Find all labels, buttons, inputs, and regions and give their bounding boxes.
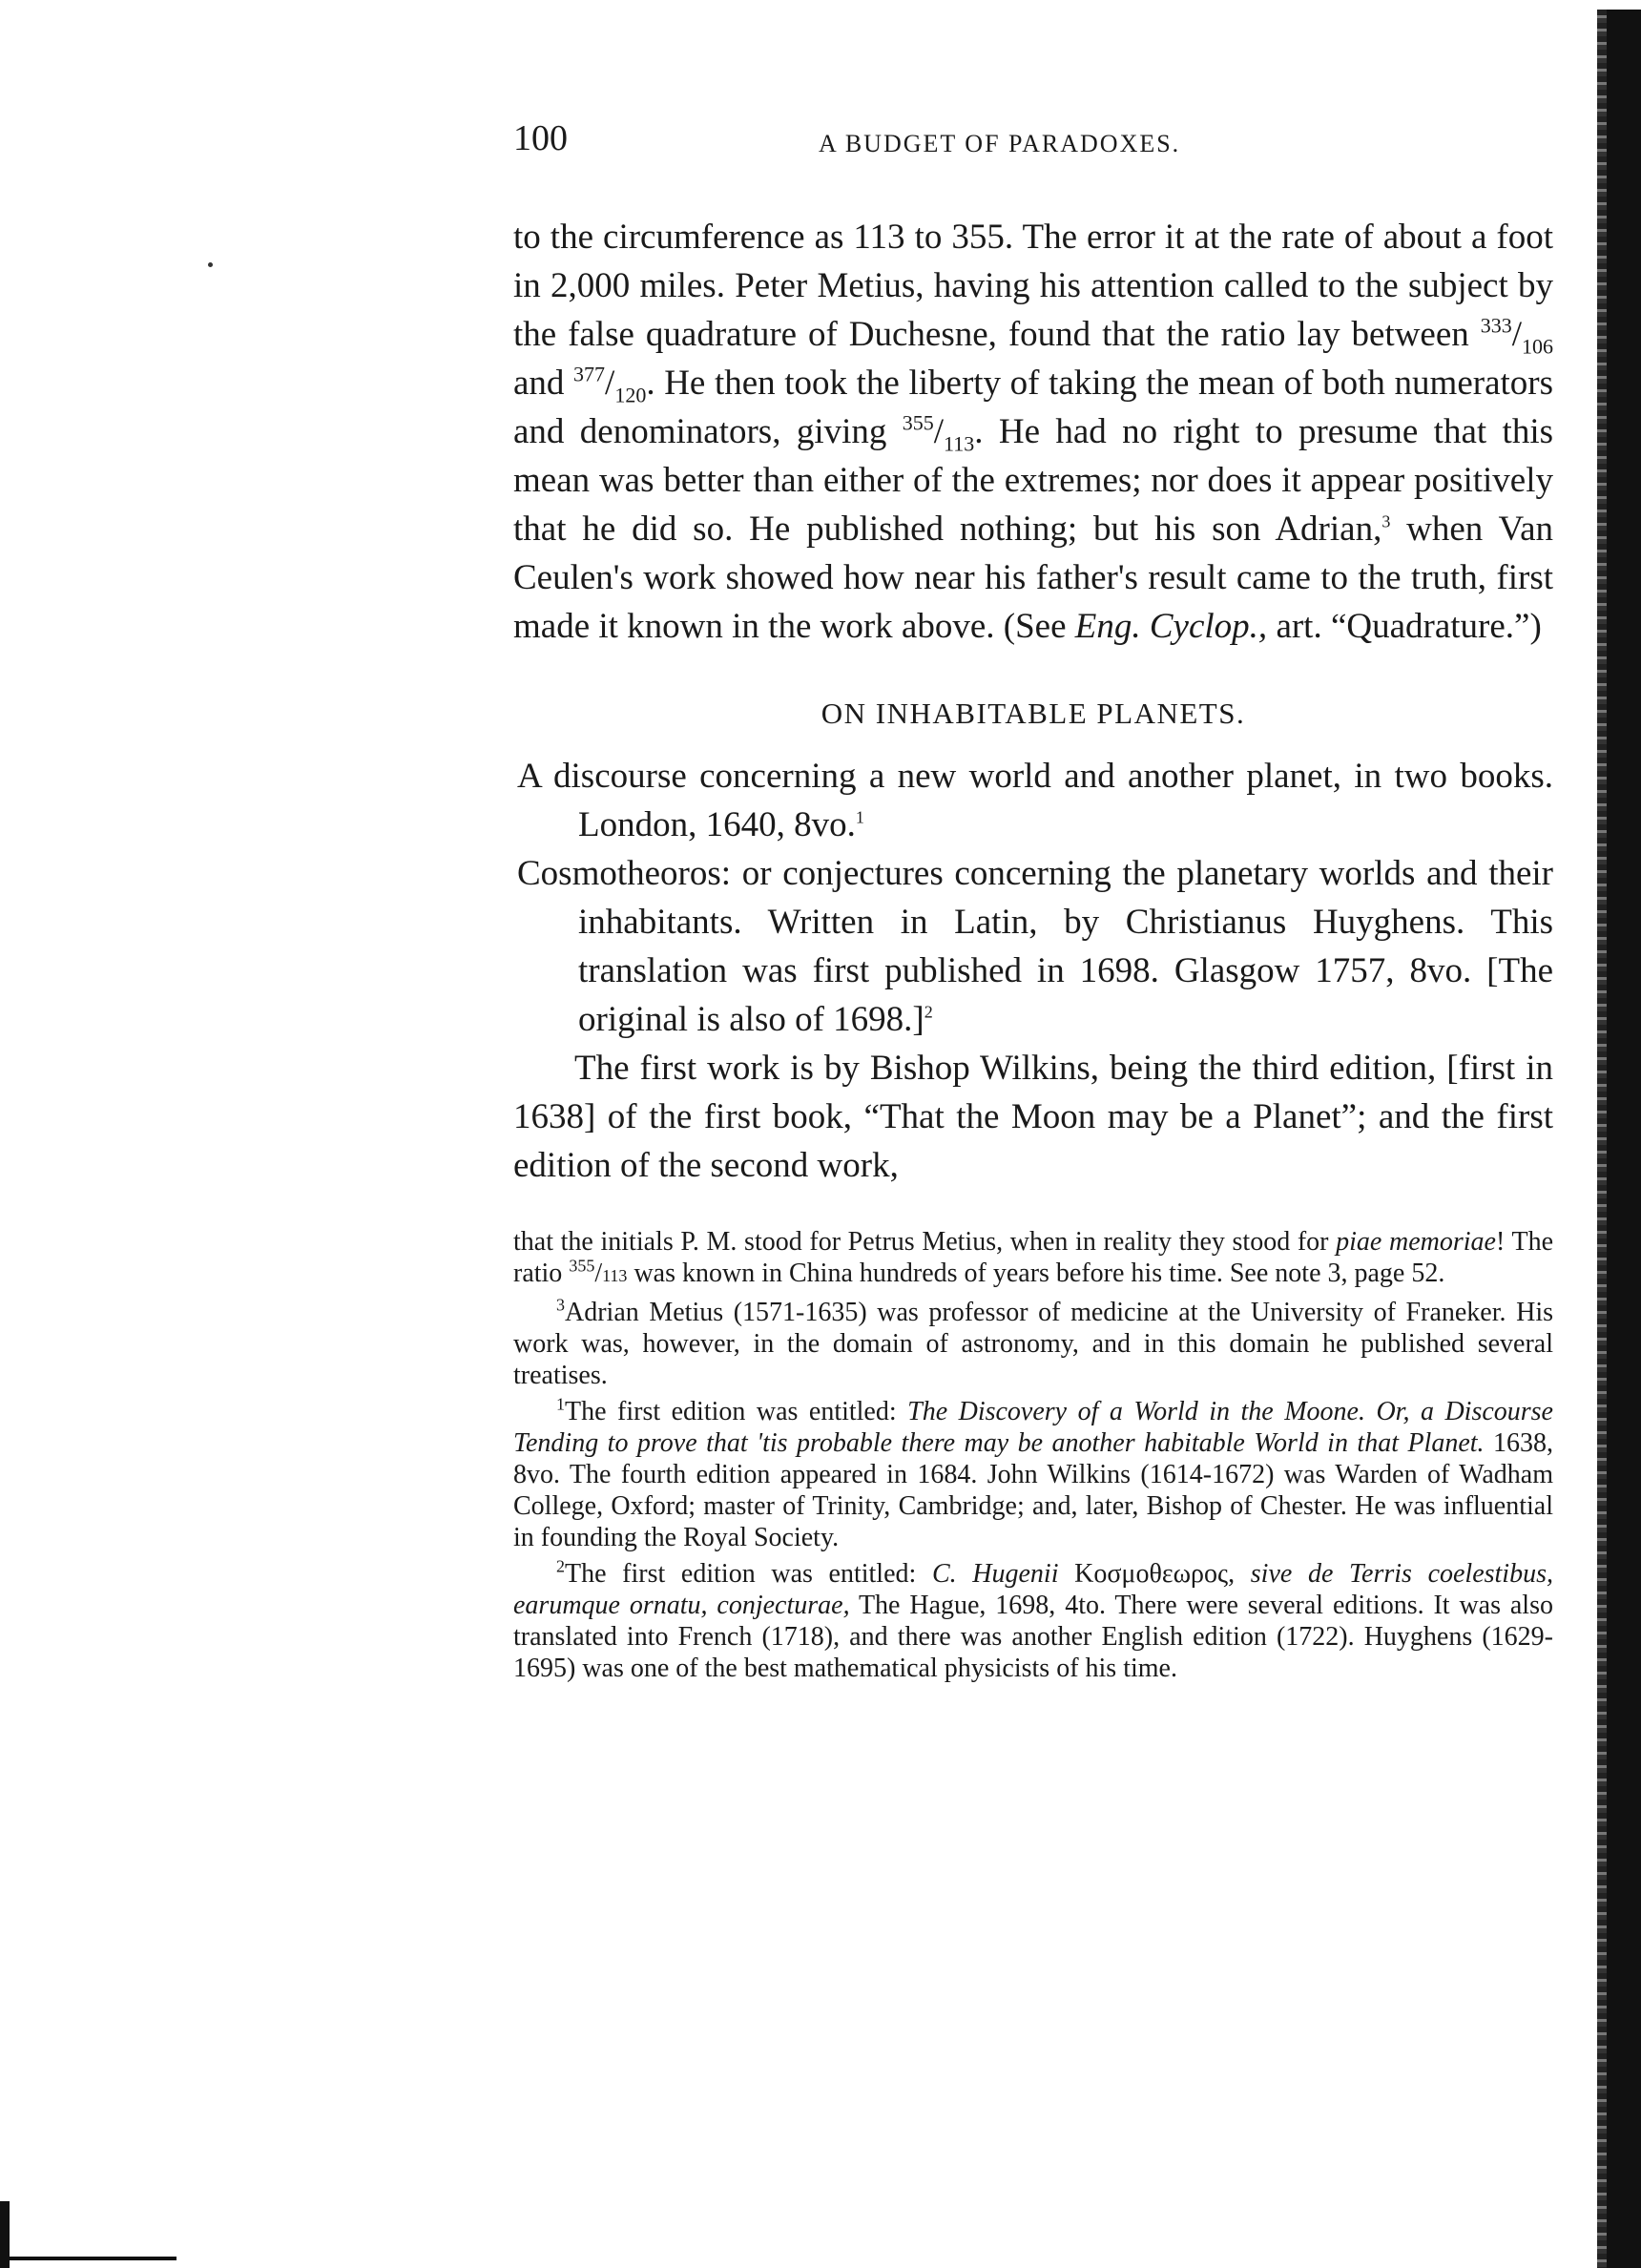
fraction-numerator: 377 [573,362,606,386]
italic-text: C. Hugenii [931,1559,1059,1589]
page-number: 100 [513,118,568,158]
reference-title: Eng. Cyclop., [1074,607,1268,646]
fraction-slash: / [1511,315,1522,354]
fraction-numerator: 355 [569,1256,595,1276]
page-header [513,110,1553,167]
bibliography-entry [513,752,1553,849]
paragraph-wilkins: The first work is by Bishop Wilkins, being the third edition, [first in 1638] of the first book, “That the Moon may be a Planet”; and the first edition of the second work, [513,1049,1553,1185]
bibliography-list [513,752,1553,1044]
italic-text: sive de Terris coelestibus, earumque ornatu, conjecturae, [513,1559,1553,1620]
footnote-ref: 3 [1381,511,1391,531]
text-run: 1638, 8vo. The fourth edition appeared in 1684. John Wilkins (1614-1672) was Warden of Wadham College, Oxford; master of Trinity, Cambridge; and, later, Bishop of Chester. He was influential in founding the Royal Society. [513,1428,1554,1552]
fraction-slash: / [594,1259,603,1288]
fraction-numerator: 355 [902,410,934,435]
fraction-slash: / [605,364,615,403]
footnote-ref: 2 [924,1002,933,1022]
footnote-3 [513,1297,1553,1391]
text-run: ! The ratio [513,1227,1554,1288]
text-run: . He then took the liberty of taking the mean of both numerators and denominators, giving [513,364,1553,451]
text-run: The first edition was entitled: [565,1559,932,1589]
footnotes [513,1226,1553,1684]
entry-text: Cosmotheoros: or conjectures concerning the planetary worlds and their inhabitants. Written in Latin, by Christianus Huyghens. This translation was first published in 1698. Glasgow 1757, 8vo. [The original is also of 1698.] [517,854,1553,1039]
scan-corner-line [0,2257,177,2260]
main-text [513,213,1553,1190]
section-heading: ON INHABITABLE PLANETS. [820,697,1246,730]
text-run: The Hague, 1698, 4to. There were several editions. It was also translated into French (1718), and there was another English edition (1722). Huyghens (1629-1695) was one of the best mathematical physicists of his time. [513,1591,1553,1683]
bibliography-entry [513,849,1553,1044]
italic-text: piae memoriae [1336,1227,1496,1257]
book-page [513,110,1553,1684]
running-title: A BUDGET OF PARADOXES. [819,130,1181,157]
text-run: was known in China hundreds of years before his time. See note 3, page 52. [627,1259,1445,1288]
fraction-denominator: 120 [614,383,647,407]
text-run: to the circumference as 113 to 355. The error it at the rate of about a foot in 2,000 miles. Peter Metius, having his attention called to the subject by the false quadrature of Duchesne, found that the ratio lay between [513,218,1553,354]
page-edge-shadow [1605,10,1641,2268]
text-run: when Van Ceulen's work showed how near his father's result came to the truth, first made it known in the work above. (See [513,510,1554,646]
greek-text: Κοσμοθεωρος, [1058,1559,1251,1589]
fraction-slash: / [933,412,945,451]
footnote-1 [513,1396,1553,1553]
footnote-2 [513,1558,1553,1684]
fraction-denominator: 106 [1522,334,1553,359]
entry-text: A discourse concerning a new world and another planet, in two books. London, 1640, 8vo. [517,757,1553,844]
fraction-numerator: 333 [1480,313,1512,338]
footnote-mark: 3 [556,1295,565,1315]
footnote-mark: 2 [556,1556,565,1576]
fraction-denominator: 113 [602,1266,628,1285]
text-run: . He had no right to presume that this mean was better than either of the extremes; nor does it appear positively that he did so. He published nothing; but his son Adrian, [513,412,1553,549]
scan-speck [208,262,213,267]
fraction-denominator: 113 [944,431,975,456]
italic-text: The Discovery of a World in the Moone. Or, a Discourse Tending to prove that 'tis probable there may be another habitable World in that Planet. [513,1397,1553,1458]
footnote-continuation [513,1226,1553,1292]
footnote-mark: 1 [556,1394,565,1414]
text-run: and [513,364,574,403]
text-run: that the initials P. M. stood for Petrus Metius, when in reality they stood for [513,1227,1337,1257]
text-run: art. “Quadrature.”) [1267,607,1542,646]
paragraph-quadrature [513,213,1553,651]
text-run: Adrian Metius (1571-1635) was professor of medicine at the University of Franeker. His work was, however, in the domain of astronomy, and in this domain he published several treatises. [513,1298,1553,1390]
text-run: The first edition was entitled: [565,1397,908,1426]
footnote-ref: 1 [855,807,864,827]
